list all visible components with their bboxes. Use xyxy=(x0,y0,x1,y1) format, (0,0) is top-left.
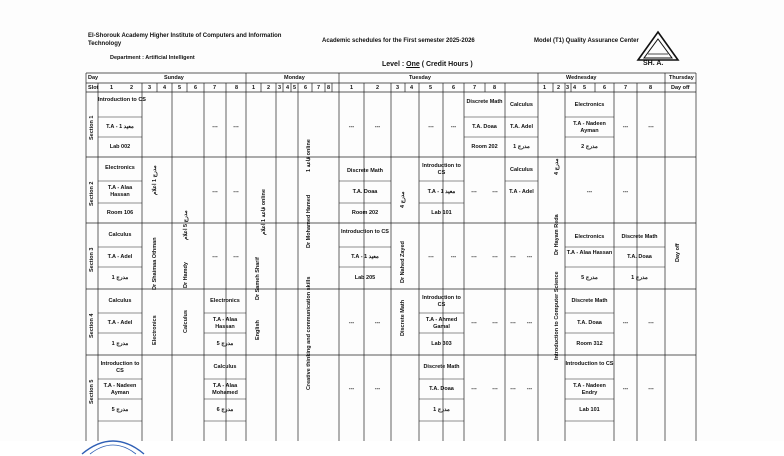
course-name: Electronics xyxy=(105,165,135,171)
empty-cell: --- xyxy=(492,254,498,260)
slot-num: 8 xyxy=(649,85,653,91)
academic-schedule-title: Academic schedules for the First semester 2025-2026 xyxy=(322,38,475,44)
vertical-label: Dr Nahed Zayed xyxy=(400,241,406,283)
empty-cell: --- xyxy=(374,386,381,392)
empty-cell: --- xyxy=(450,124,457,130)
empty-cell: --- xyxy=(428,254,434,260)
course-ta: T.A. Doaa xyxy=(627,254,652,260)
vertical-label: English xyxy=(255,320,261,340)
course-room: Room 202 xyxy=(471,144,498,150)
empty-cell: --- xyxy=(233,124,239,130)
course-room: Room 106 xyxy=(106,210,134,216)
day-tuesday: Tuesday xyxy=(409,75,431,81)
empty-cell: --- xyxy=(510,386,516,392)
slot-num: 2 xyxy=(557,85,561,91)
slot-num: 2 xyxy=(130,85,134,91)
empty-cell: --- xyxy=(348,386,355,392)
empty-cell: --- xyxy=(492,320,498,326)
slot-num: 6 xyxy=(194,85,198,91)
slot-num: 4 xyxy=(286,85,290,91)
course-name: Introduction to CS xyxy=(422,163,461,176)
vertical-label: Dr Sameh Sharif xyxy=(255,257,261,300)
slot-num: 1 xyxy=(252,85,256,91)
slot-num: 4 xyxy=(410,85,414,91)
slot-num: 7 xyxy=(473,85,477,91)
slot-num: 5 xyxy=(583,85,587,91)
empty-cell: --- xyxy=(212,189,218,195)
slot-num: 3 xyxy=(278,85,282,91)
empty-cell: --- xyxy=(471,386,477,392)
empty-cell: --- xyxy=(622,320,629,326)
course-ta: T.A. Doaa xyxy=(472,124,497,130)
course-ta: T.A - Nadeen Endry xyxy=(573,383,606,396)
empty-cell: --- xyxy=(526,320,533,326)
course-ta: T.A - Nadeen Ayman xyxy=(573,121,606,134)
empty-cell: --- xyxy=(622,189,629,195)
empty-cell: --- xyxy=(374,124,381,130)
vertical-label: Electronics xyxy=(152,315,158,345)
empty-cell: --- xyxy=(471,320,477,326)
course-ta: T.A - Alaa Hassan xyxy=(212,317,238,330)
slot-num: 8 xyxy=(327,85,331,91)
empty-cell: --- xyxy=(510,254,516,260)
vertical-label: Discrete Math xyxy=(400,299,406,336)
empty-cell: --- xyxy=(648,124,654,130)
empty-cell: --- xyxy=(471,254,477,260)
course-ta: T.A - Nadeen Ayman xyxy=(103,383,137,396)
empty-cell: --- xyxy=(428,124,434,130)
course-room: مدرج 1 xyxy=(111,275,129,281)
course-name: Introduction to CS xyxy=(98,97,146,103)
department-label: Department : Artificial Intelligent xyxy=(110,55,195,61)
course-name: Calculus xyxy=(213,364,237,370)
slot-num: 7 xyxy=(624,85,628,91)
day-label: Day xyxy=(88,75,99,81)
section-label: Section 4 xyxy=(89,313,95,338)
vertical-label: مدرج 1 اعلام xyxy=(152,165,158,195)
course-ta: T.A - معيد 1 xyxy=(351,254,379,260)
vertical-label: Calculus xyxy=(183,310,189,333)
course-room: Room 312 xyxy=(576,341,603,347)
day-off-label: Day off xyxy=(671,85,690,91)
vertical-label: مدرج 4 xyxy=(400,191,406,208)
empty-cell: --- xyxy=(492,189,498,195)
logo-text: SH. A. xyxy=(643,60,664,67)
section-label: Section 1 xyxy=(89,115,95,140)
course-name: Discrete Math xyxy=(346,168,384,174)
institute-name-line1: El-Shorouk Academy Higher Institute of Computers and Information xyxy=(88,33,282,39)
course-ta: T.A - Alaa Mohamed xyxy=(212,383,238,396)
slot-num: 3 xyxy=(396,85,400,91)
course-ta: T.A - Ahmed Gamal xyxy=(425,317,458,330)
course-name: Calculus xyxy=(108,232,132,238)
course-ta: T.A - معيد 1 xyxy=(106,124,134,130)
course-name: Electronics xyxy=(574,102,605,108)
course-ta: T.A. Doaa xyxy=(352,189,378,195)
vertical-label: قاعة 1 online xyxy=(306,139,312,172)
slot-num: 5 xyxy=(178,85,182,91)
vertical-label: Introduction to Computer Science xyxy=(554,271,560,360)
empty-cell: --- xyxy=(586,189,593,195)
course-name: Electronics xyxy=(210,298,240,304)
course-room: مدرج 1 xyxy=(111,341,129,347)
empty-cell: --- xyxy=(510,320,516,326)
slot-num: 5 xyxy=(429,85,433,91)
empty-cell: --- xyxy=(648,320,654,326)
course-ta: T.A - Alaa Hassan xyxy=(107,185,133,198)
level-value: One xyxy=(406,61,420,68)
slot-num: 4 xyxy=(163,85,167,91)
slot-num: 5 xyxy=(293,85,297,91)
vertical-label: مدرج 5 اعلام xyxy=(183,210,189,240)
vertical-label: Dr Shaimaa Othman xyxy=(152,237,158,290)
course-name: Discrete Math xyxy=(423,364,460,370)
section-label: Section 3 xyxy=(89,247,95,272)
slot-num: 6 xyxy=(452,85,456,91)
slot-num: 8 xyxy=(493,85,497,91)
empty-cell: --- xyxy=(212,124,218,130)
course-room: Lab 002 xyxy=(109,144,131,150)
course-ta: T.A - Adel xyxy=(509,189,534,195)
course-name: Calculus xyxy=(108,298,132,304)
vertical-label: قاعة 1 اعلام online xyxy=(261,189,267,235)
course-room: مدرج 6 xyxy=(216,407,234,413)
course-room: مدرج 5 xyxy=(111,407,129,413)
course-room: Lab 205 xyxy=(354,275,376,281)
empty-cell: --- xyxy=(348,124,355,130)
course-room: مدرج 2 xyxy=(581,144,598,150)
day-monday: Monday xyxy=(284,75,305,81)
slot-num: 2 xyxy=(267,85,271,91)
empty-cell: --- xyxy=(374,320,381,326)
slot-num: 1 xyxy=(110,85,114,91)
course-name: Calculus xyxy=(510,167,533,173)
empty-cell: --- xyxy=(471,189,477,195)
empty-cell: --- xyxy=(450,254,457,260)
slot-label: Slot xyxy=(88,85,99,91)
empty-cell: --- xyxy=(348,320,355,326)
course-ta: T.A - Adel xyxy=(107,254,133,260)
slot-num: 1 xyxy=(543,85,547,91)
course-ta: T.A. Doaa xyxy=(429,386,454,392)
vertical-label: Dr Hayam Reda xyxy=(554,214,560,255)
course-name: Discrete Math xyxy=(621,234,658,240)
day-wednesday: Wednesday xyxy=(566,75,597,81)
slot-num: 3 xyxy=(148,85,152,91)
quality-center-label: Model (T1) Quality Assurance Center xyxy=(534,38,639,44)
course-ta: T.A - Alaa Hassan xyxy=(566,250,613,256)
course-room: مدرج 1 xyxy=(631,275,648,281)
empty-cell: --- xyxy=(622,386,629,392)
day-off-vertical: Day off xyxy=(675,243,681,262)
course-name: Discrete Math xyxy=(466,99,503,105)
course-room: Lab 303 xyxy=(431,341,452,347)
section-label: Section 5 xyxy=(89,379,95,404)
course-name: Electronics xyxy=(574,234,605,240)
stamp-icon xyxy=(78,426,148,456)
slot-num: 7 xyxy=(317,85,321,91)
section-label: Section 2 xyxy=(89,181,95,206)
course-room: مدرج 1 xyxy=(433,407,450,413)
empty-cell: --- xyxy=(622,124,629,130)
level-suffix: ( Credit Hours ) xyxy=(421,61,473,68)
course-room: Room 202 xyxy=(351,210,379,216)
day-thursday: Thursday xyxy=(669,75,694,81)
empty-cell: --- xyxy=(233,189,239,195)
empty-cell: --- xyxy=(648,386,654,392)
empty-cell: --- xyxy=(212,254,218,260)
course-name: Introduction to CS xyxy=(422,295,461,308)
course-ta: T.A. Adel xyxy=(509,124,534,130)
slot-num: 6 xyxy=(304,85,308,91)
course-room: Lab 101 xyxy=(579,407,600,413)
course-name: Introduction to CS xyxy=(100,361,140,374)
course-ta: T.A - Adel xyxy=(107,320,133,326)
slot-num: 7 xyxy=(213,85,217,91)
slot-num: 6 xyxy=(603,85,607,91)
slot-num: 4 xyxy=(573,85,577,91)
course-ta: T.A. Doaa xyxy=(577,320,602,326)
course-name: Calculus xyxy=(510,102,533,108)
course-name: Introduction to CS xyxy=(341,229,389,235)
vertical-label: Dr Hamdy xyxy=(183,262,189,288)
course-room: مدرج 5 xyxy=(216,341,234,347)
vertical-label: مدرج 4 xyxy=(554,158,560,175)
course-room: مدرج 5 xyxy=(581,275,598,281)
course-name: Introduction to CS xyxy=(565,361,614,367)
vertical-label: Creative thinking and communication skills xyxy=(306,276,312,390)
empty-cell: --- xyxy=(526,386,533,392)
empty-cell: --- xyxy=(233,254,239,260)
course-name: Discrete Math xyxy=(571,298,608,304)
level-caption: Level : xyxy=(382,61,405,68)
empty-cell: --- xyxy=(526,254,533,260)
slot-num: 1 xyxy=(350,85,354,91)
empty-cell: --- xyxy=(492,386,498,392)
day-sunday: Sunday xyxy=(164,75,184,81)
course-room: Lab 101 xyxy=(431,210,452,216)
course-ta: T.A - معيد 1 xyxy=(427,189,456,195)
vertical-label: Dr Mohamed Hamed xyxy=(306,194,312,248)
slot-num: 8 xyxy=(235,85,239,91)
slot-num: 2 xyxy=(376,85,380,91)
institute-name-line2: Technology xyxy=(88,41,122,47)
course-room: مدرج 1 xyxy=(513,144,530,150)
slot-num: 3 xyxy=(566,85,570,91)
